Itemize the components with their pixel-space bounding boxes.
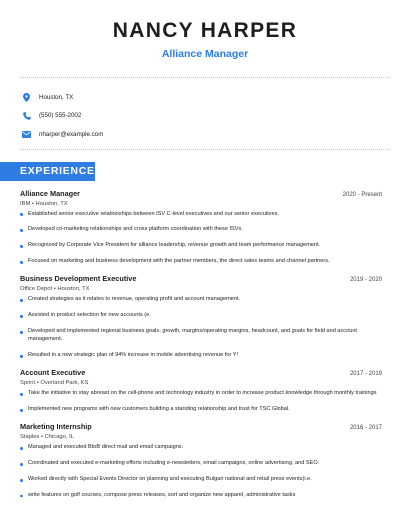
job-entry xyxy=(20,368,382,414)
job-company: Staples • Chicago, IL xyxy=(20,434,74,441)
job-entry xyxy=(20,422,382,500)
contact-email-text: nharper@example.com xyxy=(39,130,104,138)
job-bullet: Resulted in a new strategic plan of 94% increase in mobile advertising revenue for Y! xyxy=(20,352,382,360)
job-role: Account Executive xyxy=(20,368,86,378)
job-bullets xyxy=(20,211,382,267)
job-bullet: Focused on marketing and business development with the partner members, the direct sales teams and channel partners. xyxy=(20,258,382,266)
location-pin-icon xyxy=(22,93,31,102)
contact-list xyxy=(0,78,410,149)
job-bullet: Implemented new programs with new customers building a standing relationship and trust for TSC Global. xyxy=(20,406,382,414)
job-dates: 2017 - 2019 xyxy=(349,371,382,378)
job-bullet: write features on golf courses, compose press releases, sort and organize new apparel, administrative tasks xyxy=(20,492,382,500)
mail-icon xyxy=(22,130,31,139)
job-bullets xyxy=(20,296,382,360)
job-role: Marketing Internship xyxy=(20,422,92,432)
job-company: Office Depot • Houston, TX xyxy=(20,286,90,293)
job-dates: 2020 - Present xyxy=(342,191,382,198)
job-bullet: Established senior executive relationships between ISV C-level executives and our senior executives. xyxy=(20,211,382,219)
job-bullets xyxy=(20,390,382,414)
experience-list xyxy=(0,181,410,500)
candidate-name: NANCY HARPER xyxy=(112,19,298,42)
job-bullet: Assisted in product selection for new accounts (e. xyxy=(20,312,382,320)
job-dates: 2019 - 2020 xyxy=(349,277,382,284)
job-dates: 2016 - 2017 xyxy=(349,425,382,432)
job-bullet: Take the initiative to stay abreast on the cell-phone and technology industry in order to increase product knowledge through monthly trainings xyxy=(20,390,382,398)
contact-phone-text: (550) 555-2002 xyxy=(39,112,82,120)
experience-heading: EXPERIENCE xyxy=(0,162,95,181)
job-bullet: Developed co-marketing relationships and cross platform coordination with these ISVs. xyxy=(20,226,382,234)
contact-email xyxy=(22,125,410,144)
job-entry xyxy=(20,189,382,267)
contact-location xyxy=(22,88,410,107)
job-bullet: Created strategies as it relates to revenue, operating profit and account management. xyxy=(20,296,382,304)
phone-icon xyxy=(22,111,31,120)
job-company: Sprint • Overland Park, KS xyxy=(20,380,89,387)
job-bullets xyxy=(20,444,382,500)
job-role: Business Development Executive xyxy=(20,274,137,284)
contact-phone xyxy=(22,107,410,126)
divider xyxy=(20,149,390,150)
job-bullet: Developed and implemented regional business goals, growth, margins/operating margins, headcount, and goals for field and account management. xyxy=(20,328,382,344)
job-bullet: Managed and executed BtoB direct mail and email campaigns. xyxy=(20,444,382,452)
job-company: IBM • Houston, TX xyxy=(20,200,68,207)
job-bullet: Worked directly with Special Events Director on planning and executing Bulgari national and retail press events(i.e. xyxy=(20,476,382,484)
job-role: Alliance Manager xyxy=(20,188,81,198)
contact-location-text: Houston, TX xyxy=(39,93,74,101)
job-bullet: Recognized by Corporate Vice President for alliance leadership, revenue growth and team performance management. xyxy=(20,242,382,250)
resume-header xyxy=(0,0,410,60)
job-entry xyxy=(20,274,382,360)
job-bullet: Coordinated and executed e-marketing efforts including e-newsletters, email campaigns, online advertising, and SEO. xyxy=(20,460,382,468)
candidate-title: Alliance Manager xyxy=(161,48,249,60)
